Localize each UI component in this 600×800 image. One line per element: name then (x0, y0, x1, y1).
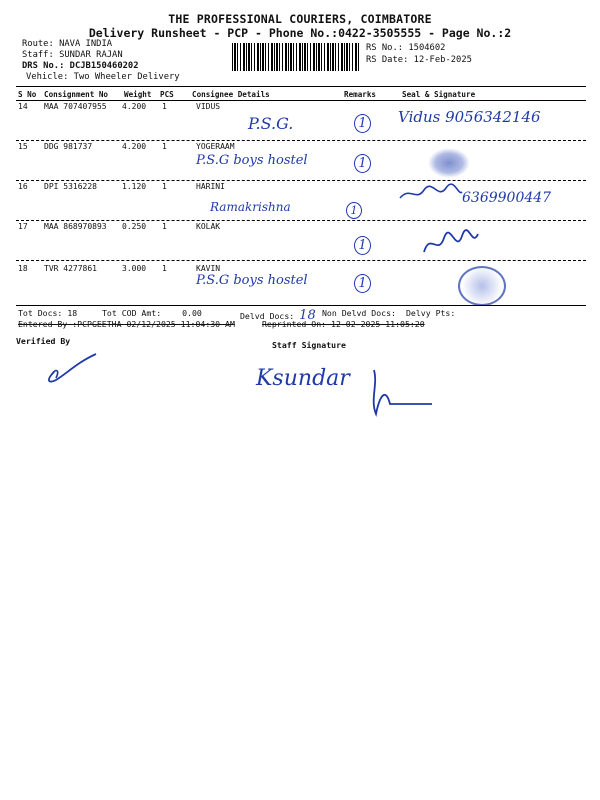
tot-docs-label: Tot Docs: (18, 308, 63, 318)
col-seal-signature: Seal & Signature (402, 90, 476, 99)
tot-cod-label: Tot COD Amt: (102, 308, 162, 318)
tot-cod-value: 0.00 (182, 308, 202, 318)
non-delvd-docs (322, 308, 396, 318)
table-row (0, 264, 600, 304)
row-divider (16, 260, 586, 261)
staff-signature-flourish (364, 364, 436, 420)
table-row (0, 222, 600, 260)
table-header-rule (16, 100, 586, 101)
table-row (0, 102, 600, 140)
delvd-value: 18 (299, 308, 316, 323)
table-row (0, 182, 600, 220)
staff-row (22, 50, 123, 60)
route-label: Route: (22, 39, 54, 49)
col-weight: Weight (124, 90, 152, 99)
row-consignee: KOLAK (196, 222, 221, 231)
row-pcs: 1 (162, 264, 167, 273)
table-bottom-rule (16, 305, 586, 306)
col-consignee: Consignee Details (192, 90, 270, 99)
handwritten-remark: 1 (354, 114, 371, 133)
rs-no-label: RS No.: (366, 43, 404, 53)
row-pcs: 1 (162, 182, 167, 191)
row-sno: 18 (18, 264, 28, 273)
delvy-pts-label: Delvy Pts: (406, 308, 456, 318)
handwritten-detail: P.S.G boys hostel (196, 273, 308, 288)
barcode (232, 43, 360, 71)
route-row (22, 39, 112, 49)
staff-value: SUNDAR RAJAN (59, 50, 123, 60)
handwritten-remark: 1 (354, 274, 371, 293)
rs-no-value: 1504602 (408, 43, 446, 53)
runsheet-subtitle: Delivery Runsheet - PCP - Phone No.:0422-3505555 - Page No.:2 (88, 26, 512, 40)
staff-signature-hw: Ksundar (256, 366, 350, 391)
rs-no-row (366, 43, 445, 53)
col-pcs: PCS (160, 90, 174, 99)
seal-stamp (458, 266, 506, 306)
row-consignee: YOGERAAM (196, 142, 235, 151)
vehicle-row (26, 72, 180, 82)
handwritten-remark: 1 (354, 154, 371, 173)
handwritten-detail: P.S.G boys hostel (196, 153, 308, 168)
rs-date-value: 12-Feb-2025 (413, 55, 472, 65)
verified-by-label: Verified By (16, 336, 71, 346)
row-pcs: 1 (162, 142, 167, 151)
row-sno: 16 (18, 182, 28, 191)
row-divider (16, 140, 586, 141)
row-consignee: VIDUS (196, 102, 221, 111)
staff-signature-label: Staff Signature (272, 340, 346, 350)
drs-label: DRS No.: (22, 61, 65, 71)
delvd-label: Delvd Docs: (240, 311, 295, 321)
tot-cod (102, 308, 202, 318)
row-sno: 15 (18, 142, 28, 151)
handwritten-detail: P.S.G. (248, 114, 294, 133)
row-divider (16, 220, 586, 221)
drs-value: DCJB150460202 (69, 61, 139, 71)
company-title: THE PROFESSIONAL COURIERS, COIMBATORE (168, 12, 432, 26)
vehicle-value: Two Wheeler Delivery (73, 72, 180, 82)
row-pcs: 1 (162, 222, 167, 231)
row-weight: 1.120 (122, 182, 147, 191)
table-row (0, 142, 600, 180)
handwritten-detail: Ramakrishna (210, 200, 291, 214)
handwritten-remark: 1 (354, 236, 371, 255)
row-consignment: DPI 5316228 (44, 182, 97, 191)
row-consignment: DDG 981737 (44, 142, 93, 151)
row-sno: 14 (18, 102, 28, 111)
col-sno: S No (18, 90, 37, 99)
row-pcs: 1 (162, 102, 167, 111)
tot-docs-value: 18 (67, 308, 78, 318)
col-consignment: Consignment No (44, 90, 109, 99)
table-top-rule (16, 86, 586, 87)
row-weight: 0.250 (122, 222, 147, 231)
row-consignment: MAA 707407955 (44, 102, 107, 111)
row-sno: 17 (18, 222, 28, 231)
entered-by: Entered By :PCPGEETHA 02/12/2025 11:04:30 AM (18, 319, 235, 329)
tot-docs (18, 308, 77, 318)
row-consignment: TVR 4277861 (44, 264, 97, 273)
row-consignment: MAA 868970893 (44, 222, 107, 231)
handwritten-signature: Vidus 9056342146 (398, 108, 541, 126)
vehicle-label: Vehicle: (26, 72, 69, 82)
non-delvd-label: Non Delvd Docs: (322, 308, 396, 318)
reprinted-on: Reprinted On: 12-02-2025 11:05:20 (262, 319, 425, 329)
col-remarks: Remarks (344, 90, 377, 99)
scribble-signature (398, 182, 464, 204)
scribble-signature (420, 228, 480, 258)
delvy-pts (406, 308, 455, 318)
drs-row (22, 61, 139, 71)
row-consignee: HARINI (196, 182, 225, 191)
route-value: NAVA INDIA (59, 39, 113, 49)
row-weight: 4.200 (122, 142, 147, 151)
verified-signature (44, 352, 100, 386)
rs-date-row (366, 55, 472, 65)
handwritten-signature: 6369900447 (462, 190, 552, 206)
row-consignee: KAVIN (196, 264, 221, 273)
row-divider (16, 180, 586, 181)
row-weight: 3.000 (122, 264, 147, 273)
staff-label: Staff: (22, 50, 54, 60)
handwritten-remark: 1 (346, 202, 362, 219)
rs-date-label: RS Date: (366, 55, 409, 65)
seal-stamp (428, 148, 470, 178)
row-weight: 4.200 (122, 102, 147, 111)
